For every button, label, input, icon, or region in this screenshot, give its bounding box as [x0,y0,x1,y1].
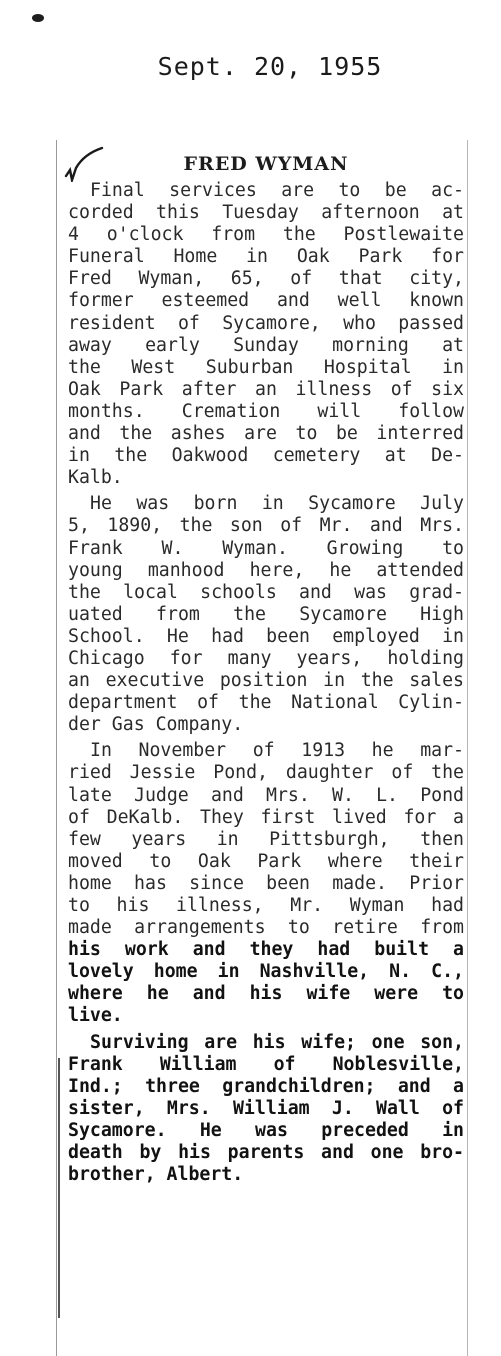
text-line: the local schools and was grad- [68,581,464,603]
text-line: Kalb. [68,467,123,489]
text-line: his work and they had built a [68,939,464,961]
text-line: where he and his wife were to [68,983,464,1005]
text-line: Funeral Home in Oak Park for [68,246,464,268]
text-line: in the Oakwood cemetery at De- [68,445,464,467]
obituary-article [68,152,464,1190]
text-line: away early Sunday morning at [68,334,464,356]
text-line: Chicago for many years, holding [68,647,464,669]
text-line: Ind.; three grandchildren; and a [68,1075,464,1097]
paragraph-survivors [68,1032,464,1187]
column-left-rule-dark [58,1058,60,1318]
text-line: Fred Wyman, 65, of that city, [68,268,464,290]
text-line: School. He had been employed in [68,625,464,647]
text-line: In November of 1913 he mar- [90,740,464,762]
text-line: Surviving are his wife; one son, [90,1031,464,1053]
text-line: Oak Park after an illness of six [68,378,464,400]
text-line: corded this Tuesday afternoon at [68,202,464,224]
paragraph-marriage [68,740,464,1027]
text-line: ried Jessie Pond, daughter of the [68,762,464,784]
text-line: made arrangements to retire from [68,917,464,939]
text-line: uated from the Sycamore High [68,603,464,625]
text-line: 5, 1890, the son of Mr. and Mrs. [68,515,464,537]
text-line: 4 o'clock from the Postlewaite [68,224,464,246]
text-line: few years in Pittsburgh, then [68,828,464,850]
column-left-rule [56,140,57,1356]
article-headline: FRED WYMAN [183,153,349,175]
text-line: the West Suburban Hospital in [68,356,464,378]
text-line: live. [68,1005,123,1027]
clipping-date: Sept. 20, 1955 [157,52,383,81]
text-line: sister, Mrs. William J. Wall of [68,1097,464,1119]
text-line: Final services are to be ac- [90,180,464,201]
text-line: home has since been made. Prior [68,872,464,894]
text-line: of DeKalb. They first lived for a [68,806,464,828]
paragraph-biography [68,493,464,736]
text-line: Frank W. Wyman. Growing to [68,537,464,559]
text-line: lovely home in Nashville, N. C., [68,961,464,983]
text-line: Frank William of Noblesville, [68,1053,464,1075]
text-line: resident of Sycamore, who passed [68,312,464,334]
text-line: brother, Albert. [68,1164,244,1186]
text-line: late Judge and Mrs. W. L. Pond [68,784,464,806]
text-line: death by his parents and one bro- [68,1142,464,1164]
paragraph-services [68,180,464,489]
text-line: He was born in Sycamore July [90,493,464,515]
text-line: moved to Oak Park where their [68,850,464,872]
text-line: der Gas Company. [68,714,244,736]
text-line: months. Cremation will follow [68,400,464,422]
text-line: Sycamore. He was preceded in [68,1119,464,1141]
text-line: young manhood here, he attended [68,559,464,581]
text-line: department of the National Cylin- [68,692,464,714]
text-line: to his illness, Mr. Wyman had [68,895,464,916]
column-right-rule [467,140,468,1356]
text-line: and the ashes are to be interred [68,423,464,445]
ink-dot [32,14,44,22]
text-line: an executive position in the sales [68,670,464,692]
text-line: former esteemed and well known [68,290,464,312]
